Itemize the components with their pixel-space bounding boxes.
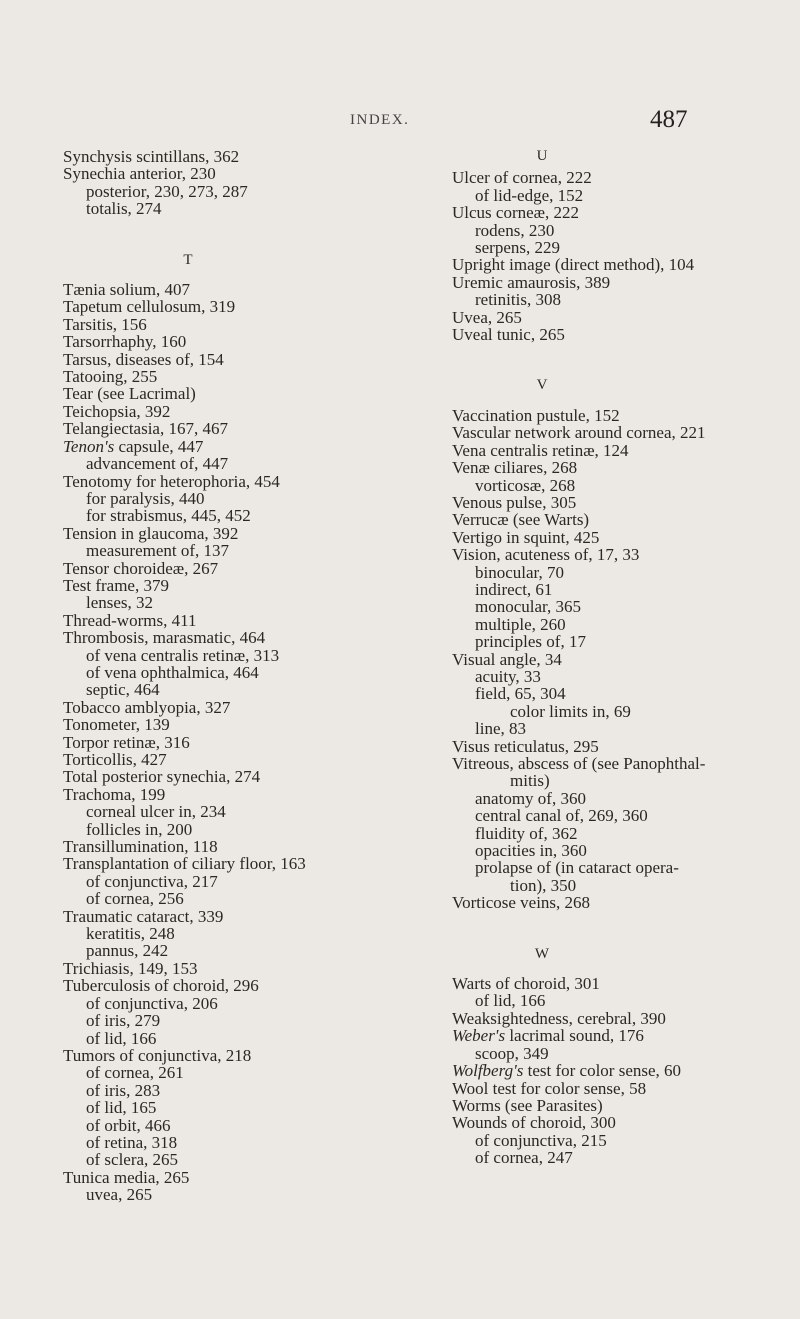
index-subentry: for strabismus, 445, 452 [86, 506, 251, 526]
index-subentry: color limits in, 69 [510, 701, 631, 721]
index-entry: Tobacco amblyopia, 327 [63, 697, 231, 717]
index-entry: Upright image (direct method), 104 [452, 255, 695, 275]
index-subentry: monocular, 365 [475, 597, 582, 617]
index-entry: Vena centralis retinæ, 124 [452, 440, 629, 460]
section-letter: U [536, 148, 548, 164]
index-subentry: of iris, 279 [86, 1011, 161, 1031]
index-subentry: keratitis, 248 [86, 924, 175, 944]
section-letter: W [534, 945, 550, 962]
index-entry [63, 438, 433, 455]
index-subentry: vorticosæ, 268 [475, 475, 576, 495]
index-entry: Telangiectasia, 167, 467 [63, 419, 228, 439]
index-subentry: of sclera, 265 [86, 1150, 179, 1170]
index-entry: Synechia anterior, 230 [63, 164, 216, 184]
index-entry: Vitreous, abscess of (see Panophthal- [452, 754, 706, 773]
index-subentry: binocular, 70 [475, 562, 565, 582]
index-entry: Tapetum cellulosum, 319 [63, 297, 236, 317]
index-subentry: of cornea, 256 [86, 889, 184, 909]
index-entry: Tumors of conjunctiva, 218 [63, 1045, 252, 1065]
index-subentry: acuity, 33 [475, 666, 541, 686]
index-entry: Warts of choroid, 301 [452, 974, 600, 994]
index-subentry: of lid, 166 [475, 991, 546, 1011]
index-subentry: fluidity of, 362 [475, 823, 578, 843]
index-subentry: of lid-edge, 152 [475, 185, 584, 205]
index-subentry: serpens, 229 [475, 238, 560, 258]
entry-italic-term: Tenon's [63, 436, 115, 456]
running-head: INDEX. [350, 112, 410, 128]
index-subentry: of iris, 283 [86, 1080, 161, 1100]
index-entry: Tarsus, diseases of, 154 [63, 349, 224, 369]
index-entry: Tatooing, 255 [63, 367, 158, 387]
index-subentry: of orbit, 466 [86, 1115, 171, 1135]
entry-text: lacrimal sound, 176 [505, 1026, 644, 1046]
index-subentry: follicles in, 200 [86, 819, 193, 839]
index-column-right [452, 148, 782, 1167]
index-entry: Tunica media, 265 [63, 1167, 190, 1187]
index-subentry: lenses, 32 [86, 593, 154, 613]
index-entry: Trichiasis, 149, 153 [63, 958, 198, 978]
index-entry: Vaccination pustule, 152 [452, 405, 620, 425]
index-entry: Tænia solium, 407 [63, 280, 191, 300]
index-entry: Torpor retinæ, 316 [63, 732, 190, 752]
index-subentry: totalis, 274 [86, 199, 162, 219]
entry-italic-term: Wolfberg's [452, 1061, 524, 1081]
index-subentry: septic, 464 [86, 680, 160, 700]
index-subentry: of conjunctiva, 215 [475, 1130, 607, 1150]
index-subentry: of conjunctiva, 217 [86, 871, 218, 891]
index-entry: Tension in glaucoma, 392 [63, 523, 239, 543]
entry-text: capsule, 447 [114, 436, 204, 456]
entry-italic-term: Weber's [452, 1026, 506, 1046]
index-subentry: advancement of, 447 [86, 454, 229, 474]
index-subentry: posterior, 230, 273, 287 [86, 181, 248, 201]
index-entry: Weaksightedness, cerebral, 390 [452, 1008, 666, 1028]
index-subentry: of retina, 318 [86, 1132, 178, 1152]
index-entry: Transplantation of ciliary floor, 163 [63, 854, 306, 874]
index-entry: Total posterior synechia, 274 [63, 767, 261, 787]
index-subentry: of cornea, 247 [475, 1148, 573, 1168]
index-subentry: line, 83 [475, 719, 526, 739]
index-entry: Vision, acuteness of, 17, 33 [452, 545, 640, 565]
index-entry: Uvea, 265 [452, 307, 522, 327]
index-entry: Synchysis scintillans, 362 [63, 147, 240, 166]
index-entry: Ulcer of cornea, 222 [452, 168, 592, 188]
index-subentry: opacities in, 360 [475, 841, 587, 861]
index-entry: Uveal tunic, 265 [452, 325, 565, 345]
index-subentry: of lid, 166 [86, 1028, 157, 1048]
index-entry: Teichopsia, 392 [63, 401, 171, 421]
index-subentry: multiple, 260 [475, 614, 566, 634]
index-entry [452, 1062, 782, 1079]
index-entry: Vertigo in squint, 425 [452, 527, 600, 547]
index-subentry: principles of, 17 [475, 632, 586, 652]
index-subentry: rodens, 230 [475, 220, 555, 240]
entry-text: test for color sense, 60 [523, 1061, 682, 1081]
index-subentry: indirect, 61 [475, 579, 553, 599]
index-entry: Wool test for color sense, 58 [452, 1078, 647, 1098]
index-entry: Verrucæ (see Warts) [452, 510, 590, 530]
index-entry: Tenotomy for heterophoria, 454 [63, 471, 280, 491]
index-entry: Worms (see Parasites) [452, 1095, 603, 1115]
index-entry: Tensor choroideæ, 267 [63, 558, 219, 578]
index-entry: Venous pulse, 305 [452, 492, 577, 512]
index-column-left [63, 148, 433, 1204]
index-entry: Tuberculosis of choroid, 296 [63, 976, 259, 996]
index-entry: Thrombosis, marasmatic, 464 [63, 628, 266, 648]
index-entry: Uremic amaurosis, 389 [452, 272, 611, 292]
index-entry: Tarsitis, 156 [63, 314, 147, 334]
page-number: 487 [650, 106, 688, 133]
index-entry: Ulcus corneæ, 222 [452, 203, 580, 223]
index-entry: Vascular network around cornea, 221 [452, 423, 706, 443]
index-subentry: central canal of, 269, 360 [475, 806, 648, 826]
index-entry: Trachoma, 199 [63, 784, 166, 804]
index-subentry: of vena centralis retinæ, 313 [86, 645, 280, 665]
index-entry: Tear (see Lacrimal) [63, 384, 196, 404]
index-subentry: scoop, 349 [475, 1043, 549, 1063]
index-subentry: corneal ulcer in, 234 [86, 802, 226, 822]
index-entry: Tarsorrhaphy, 160 [63, 332, 187, 352]
index-subentry: mitis) [510, 771, 550, 791]
index-subentry: of lid, 165 [86, 1098, 157, 1118]
index-entry: Transillumination, 118 [63, 837, 218, 857]
index-subentry: for paralysis, 440 [86, 488, 205, 508]
index-subentry: retinitis, 308 [475, 290, 561, 310]
index-entry: Test frame, 379 [63, 575, 169, 595]
index-subentry: prolapse of (in cataract opera- [475, 858, 679, 878]
index-subentry: of conjunctiva, 206 [86, 993, 218, 1013]
index-entry: Torticollis, 427 [63, 750, 167, 769]
index-entry: Visus reticulatus, 295 [452, 736, 599, 756]
section-letter: V [536, 377, 548, 394]
index-entry [452, 1027, 782, 1044]
index-entry: Wounds of choroid, 300 [452, 1113, 616, 1133]
index-subentry: anatomy of, 360 [475, 788, 586, 808]
section-letter: T [183, 251, 193, 268]
index-entry: Vorticose veins, 268 [452, 893, 591, 913]
index-subentry: pannus, 242 [86, 941, 169, 961]
index-entry: Visual angle, 34 [452, 649, 562, 669]
index-entry: Thread-worms, 411 [63, 610, 197, 630]
page-header [0, 106, 800, 136]
index-subentry: of vena ophthalmica, 464 [86, 662, 259, 682]
index-entry: Tonometer, 139 [63, 715, 170, 735]
index-subentry: tion), 350 [510, 875, 577, 895]
index-subentry: uvea, 265 [86, 1185, 153, 1205]
index-subentry: measurement of, 137 [86, 541, 230, 561]
index-entry: Venæ ciliares, 268 [452, 458, 578, 478]
index-subentry: of cornea, 261 [86, 1063, 184, 1083]
index-entry: Traumatic cataract, 339 [63, 906, 224, 926]
index-subentry: field, 65, 304 [475, 684, 566, 704]
